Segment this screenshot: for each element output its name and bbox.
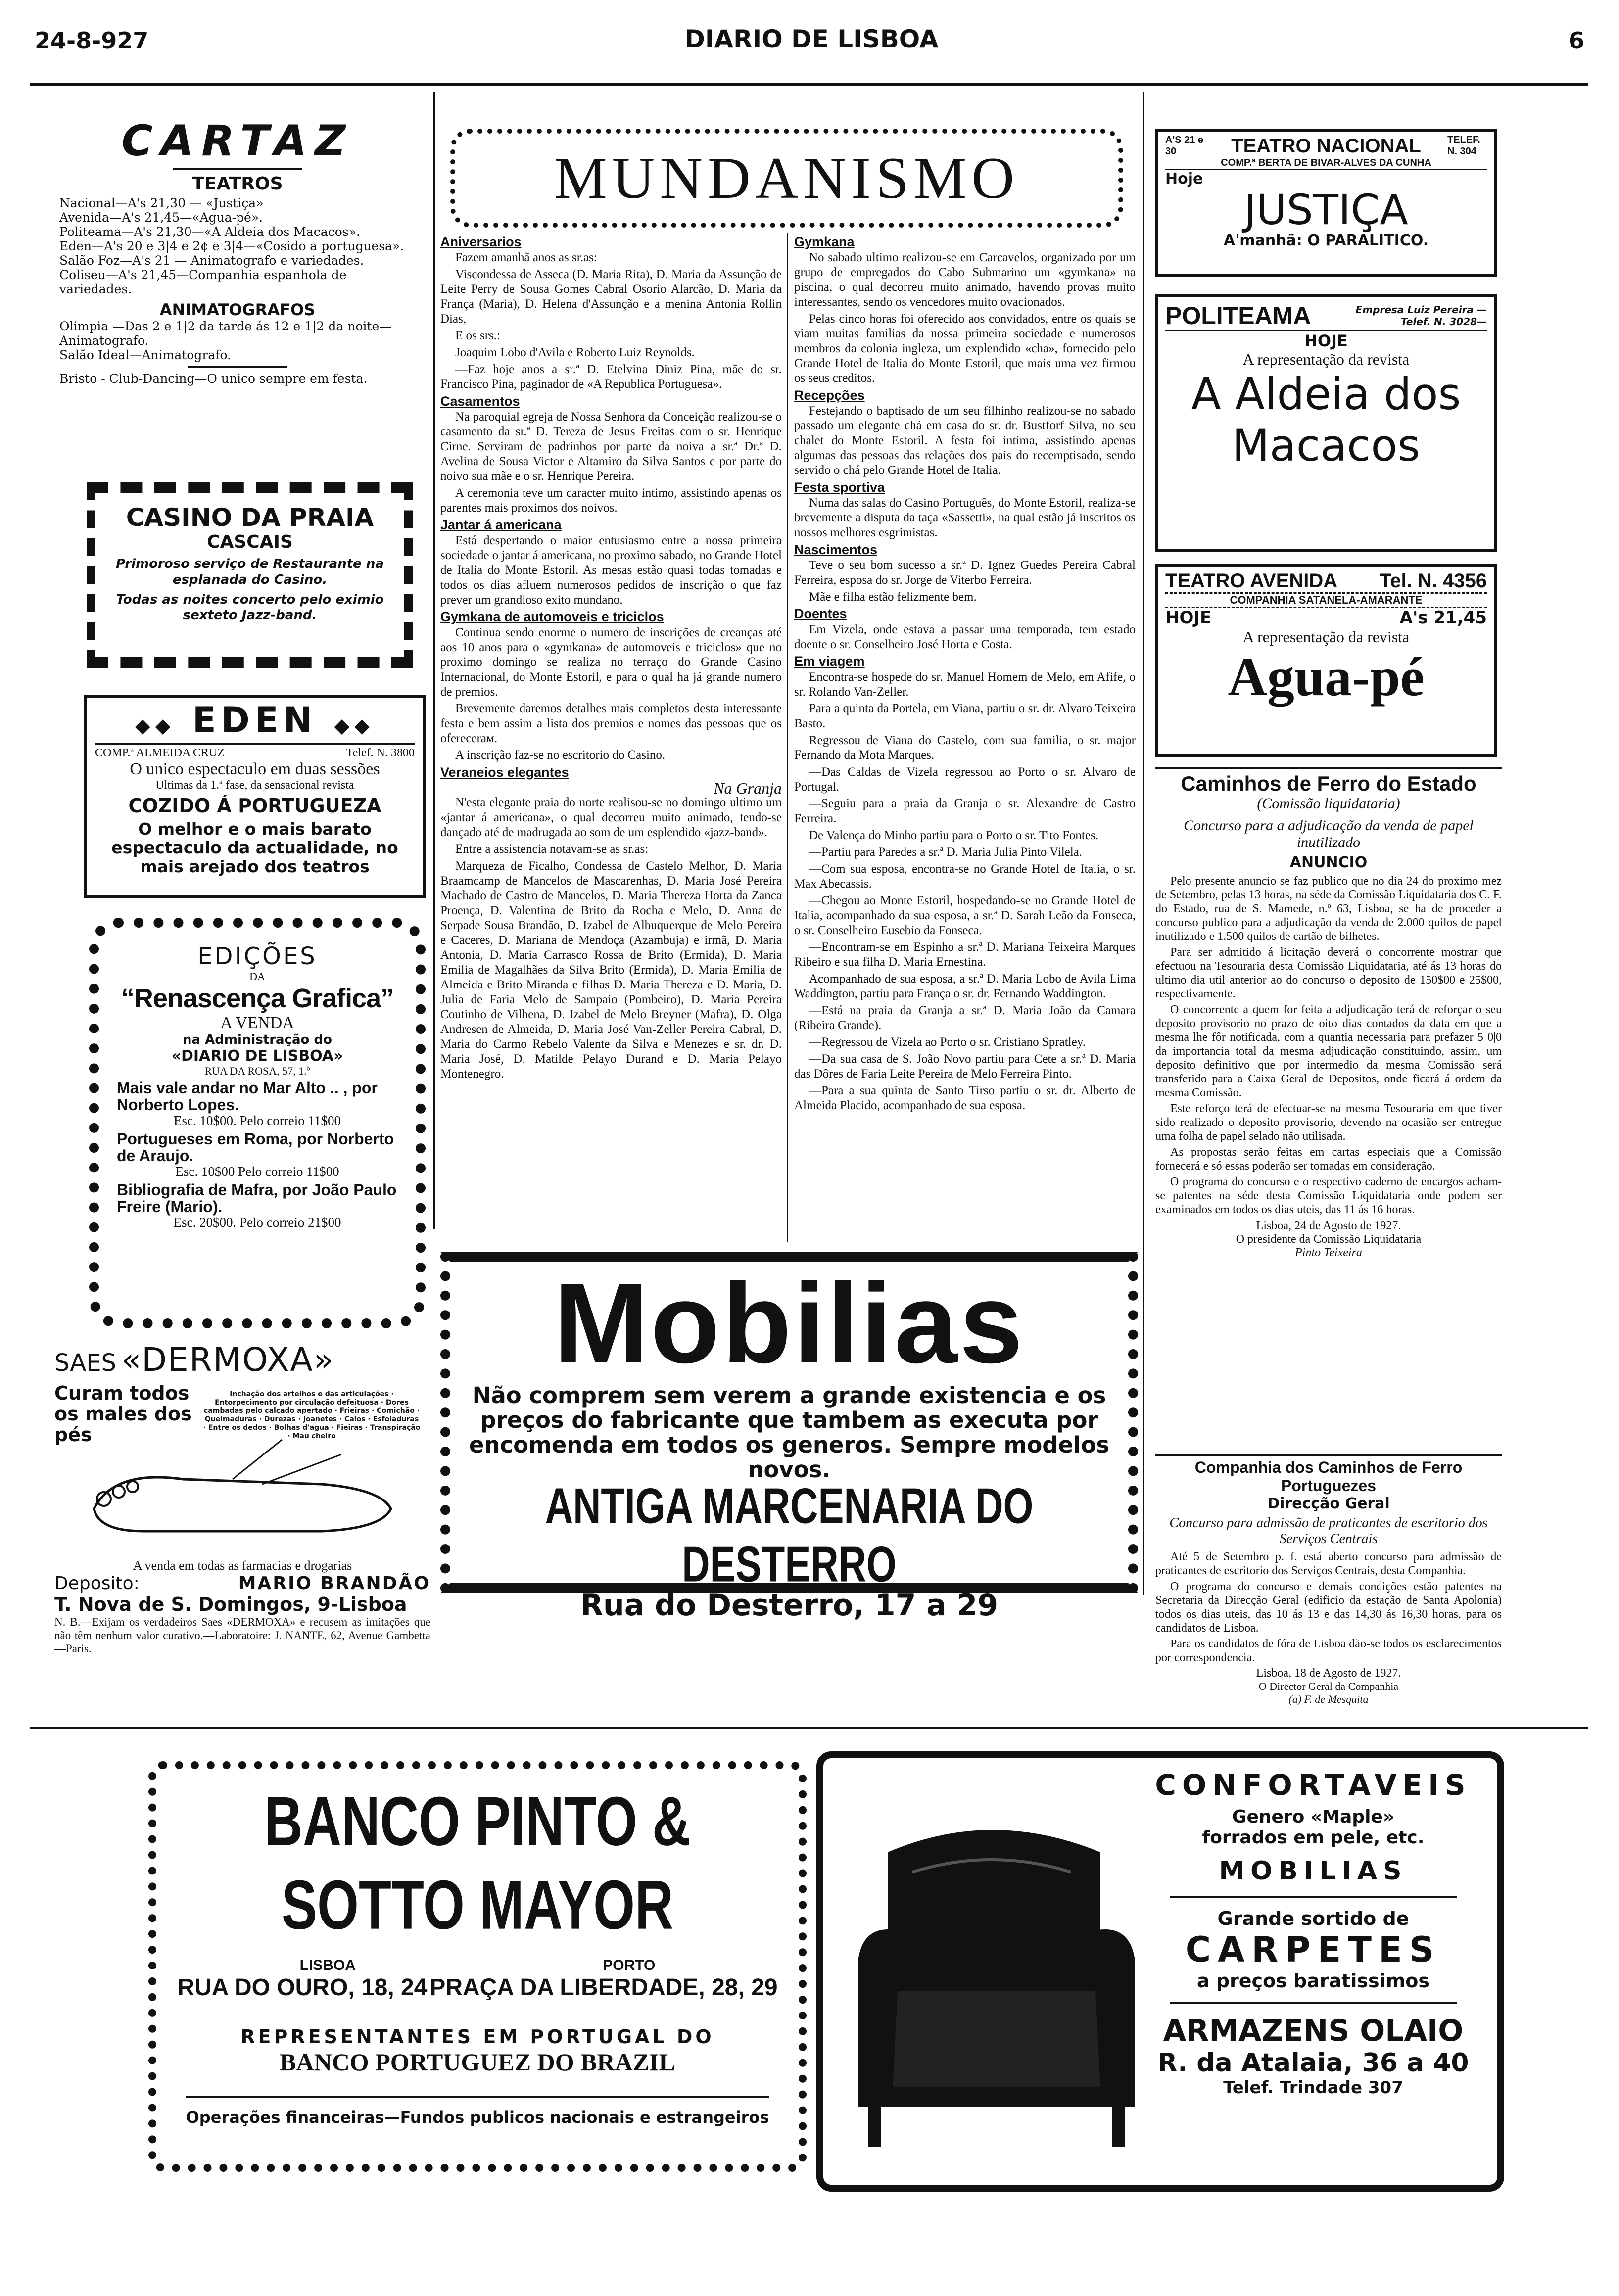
dermoxa-saes: SAES bbox=[54, 1349, 116, 1377]
eden-phone: Telef. N. 3800 bbox=[346, 747, 415, 759]
olaio-armazens: ARMAZENS OLAIO bbox=[1163, 2014, 1464, 2048]
olaio-precos: a preços baratissimos bbox=[1196, 1970, 1430, 1992]
cp-concurso: Concurso para admissão de praticantes de escritorio dos Serviços Centrais bbox=[1169, 1515, 1488, 1546]
avenida-play: Agua-pé bbox=[1228, 647, 1425, 707]
eden-show: COZIDO Á PORTUGUEZA bbox=[128, 795, 381, 817]
eden-name bbox=[95, 700, 415, 745]
mundanismo-col-1 bbox=[440, 233, 782, 1247]
paragraph: Festejando o baptisado de um seu filhinho realizou-se no sabado passado um elegante chá em casa do sr. dr. Bustforf Silva, no seu chalet do Monte Estoril. A festa foi intima, assistindo apenas algumas das pessoas das relações dos pais do recemptisado, sendo servido o chá pelo Grande Hotel de Italia. bbox=[794, 404, 1136, 477]
nacional-hoje: Hoje bbox=[1165, 170, 1203, 187]
paragraph: Encontra-se hospede do sr. Manuel Homem de Melo, em Afife, o sr. Rolando Van-Zeller. bbox=[794, 670, 1136, 699]
cp-sign: O Director Geral da Companhia bbox=[1258, 1680, 1399, 1692]
cartaz-section bbox=[59, 116, 416, 475]
nacional-time: A'S 21 e 30 bbox=[1165, 135, 1204, 157]
casino-ad bbox=[87, 482, 413, 668]
olaio-mobilias: MOBILIAS bbox=[1219, 1856, 1408, 1886]
cf-estado-concurso: Concurso para a adjudicação da venda de papel inutilizado bbox=[1184, 817, 1474, 850]
olaio-address: R. da Atalaia, 36 a 40 bbox=[1157, 2048, 1469, 2078]
paragraph: —Regressou de Vizela ao Porto o sr. Cristiano Spratley. bbox=[809, 1035, 1086, 1049]
section-heading: Festa sportiva bbox=[794, 480, 885, 495]
eden-icon: ◆◆ bbox=[135, 714, 176, 737]
paragraph: Este reforço terá de efectuar-se na mesma Tesouraria em que tiver sido realizado o deposito provisorio, devendo na ocasião ser entregue uma folha de papel selado não utilisada. bbox=[1155, 1102, 1502, 1143]
banco-title: BANCO PINTO & SOTTO MAYOR bbox=[264, 1782, 691, 1944]
olaio-genero: Genero «Maple» forrados em pele, etc. bbox=[1202, 1807, 1425, 1848]
paragraph: Fazem amanhã anos as sr.as: bbox=[455, 251, 597, 264]
avenida-phone: Tel. N. 4356 bbox=[1379, 570, 1487, 592]
mobilias-title: Mobilias bbox=[553, 1260, 1025, 1387]
edicoes-ad bbox=[89, 918, 426, 1328]
mundanismo-title: MUNDANISMO bbox=[554, 145, 1020, 211]
cf-estado-sub: (Comissão liquidataria) bbox=[1257, 796, 1400, 812]
mobilias-address: Rua do Desterro, 17 a 29 bbox=[580, 1588, 999, 1623]
casino-text: Todas as noites concerto pelo eximio sexteto Jazz-band. bbox=[116, 592, 384, 623]
cinema-listing: Bristo - Club-Dancing—O unico sempre em festa. bbox=[59, 372, 368, 386]
section-heading: Em viagem bbox=[794, 654, 865, 669]
nacional-play: JUSTIÇA bbox=[1244, 186, 1408, 234]
animatografos-heading: ANIMATOGRAFOS bbox=[159, 300, 316, 319]
cf-estado-name: Pinto Teixeira bbox=[1295, 1246, 1362, 1259]
theatre-listing: Coliseu—A's 21,45—Companhia espanhola de variedades. bbox=[59, 268, 347, 296]
paragraph: Para ser admitido á licitação deverá o concorrente mostrar que efectuou na Tesouraria desta Comissão Liquidataria, até ás 13 horas do ultimo dia util anterior ao do concurso o deposito de 150$00 e 25$00, respectivamente. bbox=[1155, 946, 1502, 1000]
cp-title: Companhia dos Caminhos de Ferro Portuguezes bbox=[1194, 1458, 1463, 1495]
header-rule bbox=[30, 83, 1588, 86]
edicoes-venda: A VENDA bbox=[220, 1014, 294, 1032]
eden-company: COMP.ª ALMEIDA CRUZ bbox=[95, 747, 225, 759]
dermoxa-brand: «DERMOXA» bbox=[121, 1341, 335, 1379]
paragraph: —Da sua casa de S. João Novo partiu para Cete a sr.ª D. Maria das Dôres de Faria Leite Pereira de Melo Ferreira Pinto. bbox=[794, 1052, 1136, 1080]
paragraph: Até 5 de Setembro p. f. está aberto concurso para admissão de praticantes de escritorio dos Serviços Centrais, desta Companhia. bbox=[1155, 1550, 1502, 1577]
edicoes-text: na Administração do bbox=[183, 1032, 332, 1047]
banco-address-lisboa: RUA DO OURO, 18, 24 bbox=[177, 1974, 428, 2001]
avenida-ad bbox=[1155, 564, 1497, 757]
paragraph: Para a quinta da Portela, em Viana, partiu o sr. dr. Alvaro Teixeira Basto. bbox=[794, 702, 1136, 730]
banco-address-porto: PRAÇA DA LIBERDADE, 28, 29 bbox=[429, 1974, 778, 2001]
paragraph: Viscondessa de Asseca (D. Maria Rita), D. Maria da Assunção de Leite Perry de Sousa Gomes Cabral Osorio Alarcão, D. Maria da França (Maria), D. Helena d'Assunção e a menina Antonia Rollin Dias, bbox=[440, 268, 782, 326]
eden-text: Ultimas da 1.ª fase, da sensacional revista bbox=[155, 779, 354, 792]
avenida-rep: A representação da revista bbox=[1242, 628, 1410, 646]
cf-estado-anuncio: ANUNCIO bbox=[1289, 854, 1368, 871]
banco-rep: REPRESENTANTES EM PORTUGAL DO bbox=[240, 2026, 714, 2048]
nacional-company: COMP.ª BERTA DE BIVAR-ALVES DA CUNHA bbox=[1165, 157, 1487, 170]
paragraph: O concorrente a quem for feita a adjudicação terá de reforçar o seu deposito provisorio no prazo de oito dias contados da data em que a mesma lhe fôr notificada, com a quantia necessaria para prefazer 5 0|0 da importancia total da mesma adjudicação constituindo, assim, um deposito definitivo que por intermedio da mesma Comissão será transferido para a Caixa Geral de Depositos, onde ficará á ordem da mesma Comissão. bbox=[1155, 1003, 1502, 1099]
avenida-name: TEATRO AVENIDA bbox=[1165, 570, 1338, 592]
mobilias-text: Não comprem sem verem a grande existencia e os preços do fabricante que tambem as executa por encomenda em todos os generos. Sempre modelos novos. bbox=[469, 1382, 1110, 1483]
page-number: 6 bbox=[1569, 27, 1585, 54]
theatre-listing: Nacional—A's 21,30 — «Justiça» bbox=[59, 196, 264, 210]
cf-estado-date: Lisboa, 24 de Agosto de 1927. bbox=[1256, 1219, 1401, 1232]
paragraph: As propostas serão feitas em cartas especiais que a Comissão fornecerá e só essas poderão ser tomadas em consideração. bbox=[1155, 1146, 1502, 1172]
eden-icon: ◆◆ bbox=[334, 714, 375, 737]
olaio-grande: Grande sortido de bbox=[1217, 1908, 1409, 1929]
cp-sub: Direcção Geral bbox=[1267, 1495, 1390, 1512]
eden-text: O unico espectaculo em duas sessões bbox=[130, 760, 380, 778]
book-title: Bibliografia de Mafra, por João Paulo Freire (Mario). bbox=[117, 1181, 397, 1216]
banco-brazil: BANCO PORTUGUEZ DO BRAZIL bbox=[280, 2048, 675, 2076]
avenida-hoje: HOJE bbox=[1165, 608, 1212, 628]
cp-date: Lisboa, 18 de Agosto de 1927. bbox=[1256, 1667, 1401, 1680]
paragraph: De Valença do Minho partiu para o Porto o sr. Tito Fontes. bbox=[809, 829, 1098, 842]
book-title: Mais vale andar no Mar Alto .. , por Norberto Lopes. bbox=[117, 1079, 378, 1114]
mobilias-ad bbox=[440, 1252, 1138, 1623]
place-heading: Na Granja bbox=[714, 779, 782, 797]
dermoxa-curam: Curam todos os males dos pés bbox=[54, 1382, 192, 1446]
nacional-next: A'manhã: O PARALITICO. bbox=[1223, 232, 1429, 249]
dermoxa-agent: MARIO BRANDÃO bbox=[238, 1573, 430, 1593]
section-heading: Doentes bbox=[794, 607, 847, 621]
masthead: DIARIO DE LISBOA bbox=[684, 25, 939, 53]
edicoes-da: DA bbox=[249, 970, 265, 983]
paragraph: —Seguiu para a praia da Granja o sr. Alexandre de Castro Ferreira. bbox=[794, 797, 1136, 825]
paragraph: Regressou de Viana do Castelo, com sua familia, o sr. major Fernando da Mota Marques. bbox=[794, 734, 1136, 762]
paragraph: —Partiu para Paredes a sr.ª D. Maria Julia Pinto Vilela. bbox=[809, 845, 1083, 859]
paragraph: Pelas cinco horas foi oferecido aos convidados, entre os quais se viam muitas familias da nossa primeira sociedade e numerosos membros da colonia ingleza, um explendido «cha», fornecido pelo Grande Hotel de Italia do Monte Estoril, que mais uma vez firmou os seus creditos. bbox=[794, 312, 1136, 385]
bottom-divider bbox=[30, 1727, 1588, 1729]
paragraph: Em Vizela, onde estava a passar uma temporada, tem estado doente o sr. Conselheiro José Horta e Costa. bbox=[794, 623, 1136, 651]
paragraph: —Com sua esposa, encontra-se no Grande Hotel de Italia, o sr. Max Abecassis. bbox=[794, 862, 1136, 890]
section-heading: Gymkana bbox=[794, 234, 855, 249]
banco-ops: Operações financeiras—Fundos publicos nacionais e estrangeiros bbox=[186, 2108, 769, 2127]
dermoxa-venda: A venda em todas as farmacias e drogarias bbox=[133, 1558, 352, 1573]
cinema-listing: Olimpia —Das 2 e 1|2 da tarde ás 12 e 1|2 da noite—Animatografo. bbox=[59, 319, 392, 348]
paragraph: Pelo presente anuncio se faz publico que no dia 24 do proximo mez de Setembro, pelas 13 horas, na séde da Comissão Liquidataria dos C. F. do Estado, rua de S. Mamede, n.º 63, Lisboa, se ha de proceder a concurso publico para a adjudicação da venda de 2.000 quilos de papel inutilizado e 1.500 quilos de cartão de bilhetes. bbox=[1155, 875, 1502, 943]
cartaz-title: CARTAZ bbox=[121, 116, 354, 166]
casino-text: Primoroso serviço de Restaurante na esplanada do Casino. bbox=[116, 557, 384, 587]
paragraph: E os srs.: bbox=[455, 329, 500, 342]
avenida-time: A's 21,45 bbox=[1399, 608, 1487, 628]
dermoxa-deposito: Deposito: bbox=[54, 1573, 140, 1593]
section-heading: Aniversarios bbox=[440, 234, 522, 249]
dermoxa-ad bbox=[54, 1341, 430, 1717]
paragraph: —Das Caldas de Vizela regressou ao Porto o sr. Alvaro de Portugal. bbox=[794, 765, 1136, 794]
theatre-listing: Avenida—A's 21,45—«Agua-pé». bbox=[59, 210, 263, 225]
paragraph: Continua sendo enorme o numero de inscrições de creanças até aos 10 anos para o «gymkana» de automoveis e triciclos» que no proximo domingo se realiza no terraço do Grande Casino Internacional, do Monte Estoril, e para o qual ha já grande numero de premios. bbox=[440, 626, 782, 699]
paragraph: Teve o seu bom sucesso a sr.ª D. Ignez Guedes Pereira Cabral Ferreira, esposa do sr. Jorge de Viterbo Ferreira. bbox=[794, 559, 1136, 587]
cf-estado-sign: O presidente da Comissão Liquidataria bbox=[1236, 1233, 1422, 1246]
mundanismo-banner bbox=[450, 129, 1123, 228]
section-heading: Nascimentos bbox=[794, 542, 878, 557]
eden-text: O melhor e o mais barato espectaculo da actualidade, no mais arejado dos teatros bbox=[111, 819, 398, 876]
politeama-ad bbox=[1155, 294, 1497, 552]
mobilias-shop: ANTIGA MARCENARIA DO DESTERRO bbox=[545, 1477, 1034, 1593]
paragraph: N'esta elegante praia do norte realisou-se no domingo ultimo um «jantar á americana», o qual decorreu muito animado, tendo-se dançado até de madrugada ao som de um esplendido «jazz-band». bbox=[440, 796, 782, 839]
banco-porto: PORTO bbox=[603, 1957, 656, 1973]
edicoes-publisher: “Renascença Grafica” bbox=[121, 984, 394, 1013]
book-price: Esc. 20$00. Pelo correio 21$00 bbox=[173, 1215, 341, 1230]
book-price: Esc. 10$00 Pelo correio 11$00 bbox=[175, 1164, 339, 1179]
column-divider bbox=[433, 92, 435, 1229]
dermoxa-address: T. Nova de S. Domingos, 9-Lisboa bbox=[54, 1593, 407, 1615]
paragraph: Marqueza de Ficalho, Condessa de Castelo Melhor, D. Maria Braamcamp de Mancelos de Mascarenhas, D. Maria José Pereira Machado de Castro de Mancelos, D. Maria Thereza Horta da Zanca Proença, D. Valentina de Brito da Rocha e Melo, D. Anna de Serpade Sousa Brandão, D. Izabel de Albuquerque de Melo Pereira e Caceres, D. Mariana de Mendoça (Azambuja) e irmã, D. Maria Antonia, D. Maria Carrasco Rossa de Brito (Ermida), D. Maria Emilia de Magalhães da Silva Brito (Ermida), D. Maria Emilia de Almeida e Brito Miranda e filhas D. Maria Thereza e D. Maria, D. Julia de Faria Melo de Sampaio (Pombeiro), D. Maria Pereira Coutinho de Vilhena, D. Izabel de Melo Breyner (Mafra), D. Olga Andresen de Almeida, D. Maria José Van-Zeller Pereira Cabral, D. Maria do Carmo Rebelo Valente da Silva e Menezes e sr. dr. D. Maria José, D. Matilde Pelayo Durand e D. Maria Pelayo Montenegro. bbox=[440, 859, 782, 1080]
cf-estado-notice bbox=[1155, 767, 1502, 1447]
paragraph: O programa do concurso e o respectivo caderno de encargos acham-se patentes na séde desta Comissão Liquidataria onde podem ser examinados em todos os dias uteis, das 11 ás 16 horas. bbox=[1155, 1175, 1502, 1216]
dermoxa-labels: Inchação dos artelhos e das articulações · Entorpecimento por circulação defeituosa · Dores cambadas pelo calçado apertado · Frieiras · Comichão · Queimaduras · Durezas · Joanetes · Calos · Esfoladuras · Entre os dedos · Bolhas d'agua · Fieiras · Transpiração · Mau cheiro bbox=[203, 1390, 421, 1440]
paragraph: Entre a assistencia notavam-se as sr.as: bbox=[455, 843, 649, 856]
politeama-play: A Aldeia dos Macacos bbox=[1191, 369, 1461, 471]
column-divider bbox=[787, 233, 788, 1242]
paragraph: —Para a sua quinta de Santo Tirso partiu o sr. dr. Alberto de Almeida Placido, acompanhado de sua esposa. bbox=[794, 1084, 1136, 1112]
paragraph: A ceremonia teve um caracter muito intimo, assistindo apenas os parentes mais proximos dos noivos. bbox=[440, 486, 782, 515]
section-heading: Veraneios elegantes bbox=[440, 765, 569, 780]
cinema-listing: Salão Ideal—Animatografo. bbox=[59, 348, 232, 362]
armchair-illustration bbox=[843, 1813, 1150, 2159]
edicoes-title: EDIÇÕES bbox=[197, 942, 317, 970]
paragraph: Para os candidatos de fóra de Lisboa dão-se todos os esclarecimentos por correspondencia. bbox=[1155, 1638, 1502, 1664]
column-divider bbox=[1143, 92, 1144, 1595]
eden-name-text: EDEN bbox=[192, 700, 318, 741]
banco-ad bbox=[148, 1761, 807, 2172]
nacional-ad bbox=[1155, 129, 1497, 277]
paragraph: Brevemente daremos detalhes mais completos desta interessante festa e bem assim a lista dos premios e nomes das pessoas que os oferecerам. bbox=[440, 702, 782, 745]
olaio-confort: CONFORTAVEIS bbox=[1155, 1768, 1472, 1802]
mundanismo-col-2 bbox=[794, 233, 1136, 1247]
paragraph: Joaquim Lobo d'Avila e Roberto Luiz Reynolds. bbox=[455, 346, 695, 359]
banco-lisboa: LISBOA bbox=[299, 1957, 356, 1973]
paragraph: Numa das salas do Casino Português, do Monte Estoril, realiza-se brevemente a disputa da taça «Sassetti», na qual estão já inscritos os nossos melhores esgrimistas. bbox=[794, 496, 1136, 539]
cp-name: (a) F. de Mesquita bbox=[1288, 1693, 1369, 1705]
olaio-ad bbox=[816, 1751, 1504, 2192]
nacional-name: TEATRO NACIONAL bbox=[1231, 135, 1421, 157]
section-heading: Gymkana de automoveis e triciclos bbox=[440, 609, 664, 624]
page-date: 24-8-927 bbox=[35, 27, 149, 54]
politeama-empresa: Empresa Luiz Pereira —Telef. N. 3028— bbox=[1355, 304, 1487, 328]
paragraph: —Está na praia da Granja a sr.ª D. Maria João da Camara (Ribeira Grande). bbox=[794, 1004, 1136, 1032]
section-heading: Recepções bbox=[794, 388, 865, 403]
dermoxa-note: N. B.—Exijam os verdadeiros Saes «DERMOXA» e recusem as imitações que não têm nenhum valor curativo.—Laboratoire: J. NANTE, 62, Avenue Gambetta—Paris. bbox=[54, 1616, 430, 1655]
paragraph: A inscrição faz-se no escritorio do Casino. bbox=[455, 749, 666, 762]
edicoes-address: RUA DA ROSA, 57, 1.º bbox=[204, 1065, 310, 1077]
nacional-phone: TELEF. N. 304 bbox=[1447, 135, 1480, 157]
olaio-carpetes: CARPETES bbox=[1185, 1929, 1441, 1970]
paragraph: Mãe e filha estão felizmente bem. bbox=[809, 590, 977, 604]
politeama-name: POLITEAMA bbox=[1165, 302, 1311, 329]
paragraph: No sabado ultimo realizou-se em Carcavelos, organizado por um grupo de empregados do Cabo Submarino um «gymkana» na piscina, o qual decorreu muito animado, havendo provas muito interessantes, sendo os vencedores muito ovacionados. bbox=[794, 251, 1136, 309]
book-price: Esc. 10$00. Pelo correio 11$00 bbox=[174, 1113, 341, 1128]
casino-title: CASINO DA PRAIA bbox=[126, 503, 374, 532]
eden-ad bbox=[84, 695, 426, 898]
paragraph: O programa do concurso e demais condições estão patentes na Secretaria da Direcção Geral (edificio da estação de Santa Apolonia) todos os dias uteis, das 10 ás 13 e das 14,30 ás 16,30 horas, para os candidatos de Lisboa. bbox=[1155, 1580, 1502, 1635]
olaio-phone: Telef. Trindade 307 bbox=[1223, 2078, 1403, 2098]
paragraph: —Faz hoje anos a sr.ª D. Etelvina Diniz Pina, mãe do sr. Francisco Pina, paginador de «A Republica Portuguesa». bbox=[440, 363, 782, 391]
paragraph: —Chegou ao Monte Estoril, hospedando-se no Grande Hotel de Italia, acompanhado da sua esposa, a sr.ª D. Sarah Leão da Fonseca, o sr. Conselheiro Eusebio da Fonseca. bbox=[794, 894, 1136, 937]
theatre-listing: Politeama—A's 21,30—«A Aldeia dos Macacos». bbox=[59, 225, 360, 239]
politeama-rep: A representação da revista bbox=[1242, 350, 1410, 368]
paragraph: Na paroquial egreja de Nossa Senhora da Conceição realizou-se o casamento da sr.ª D. Tereza de Jesus Freitas com o sr. Henrique Cirne. Serviram de padrinhos por parte da noiva a sr.ª Dr.ª D. Avelina de Sousa Victor e Altamiro da Silva Santos e por parte do noivo sua mãe e o sr. Henrique Pereira. bbox=[440, 410, 782, 483]
theatre-listing: Eden—A's 20 e 3|4 e 2¢ e 3|4—«Cosido a portuguesa». bbox=[59, 239, 404, 253]
cf-estado-title: Caminhos de Ferro do Estado bbox=[1181, 772, 1476, 795]
section-heading: Jantar á americana bbox=[440, 517, 562, 532]
book-title: Portugueses em Roma, por Norberto de Araujo. bbox=[117, 1130, 394, 1165]
paragraph: —Encontram-se em Espinho a sr.ª D. Mariana Teixeira Marques Ribeiro e sua filha D. Maria Ernestina. bbox=[794, 940, 1136, 969]
section-heading: Casamentos bbox=[440, 394, 520, 409]
cp-notice bbox=[1155, 1454, 1502, 1712]
avenida-company: COMPANHIA SATANELA-AMARANTE bbox=[1165, 592, 1487, 608]
theatre-listing: Salão Foz—A's 21 — Animatografo e variedades. bbox=[59, 253, 364, 268]
casino-place: CASCAIS bbox=[207, 532, 293, 552]
edicoes-text: «DIARIO DE LISBOA» bbox=[171, 1047, 343, 1065]
paragraph: Acompanhado de sua esposa, a sr.ª D. Maria Lobo de Avila Lima Waddington, partiu para França o sr. dr. Fernando Waddington. bbox=[794, 972, 1136, 1000]
paragraph: Está despertando o maior entusiasmo entre a nossa primeira sociedade o jantar á americana, no proximo sabado, no Grande Hotel de Italia do Monte Estoril. As mesas estão quasi todas tomadas e todos os dias afluem numerosos pedidos de inscrição o que faz prever um grandioso exito mundano. bbox=[440, 534, 782, 607]
politeama-hoje: HOJE bbox=[1304, 331, 1348, 350]
teatros-heading: TEATROS bbox=[192, 174, 283, 194]
foot-illustration bbox=[84, 1430, 401, 1544]
